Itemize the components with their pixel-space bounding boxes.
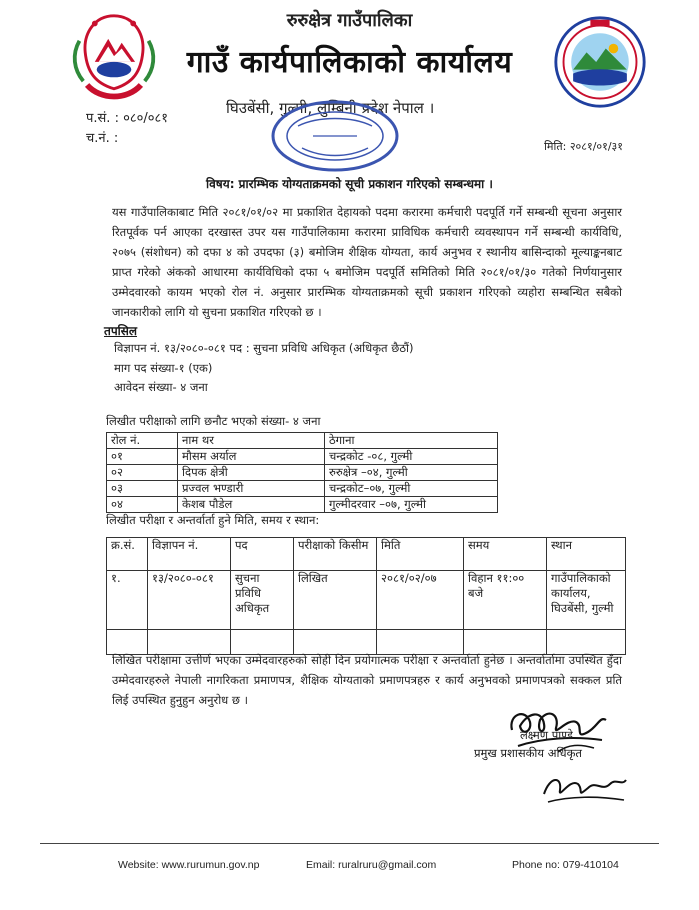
candidate-address: गुल्मीदरवार –०७, गुल्मी <box>325 497 498 513</box>
reference-number: प.सं. : ०८०/०८१ <box>86 111 169 126</box>
roll-number: ०४ <box>107 497 178 513</box>
candidates-caption: लिखीत परीक्षाको लागि छनौट भएको संख्या- ४ जना <box>106 414 321 428</box>
table-row <box>107 497 498 513</box>
second-signature-mark <box>536 766 632 808</box>
exam-date: २०८१/०२/०७ <box>377 571 464 630</box>
column-header: विज्ञापन नं. <box>148 538 231 571</box>
municipality-name: रुरुक्षेत्र गाउँपालिका <box>286 10 413 31</box>
candidate-address: चन्द्रकोट–०७, गुल्मी <box>325 481 498 497</box>
exam-type: लिखित <box>294 571 377 630</box>
footer-email: Email: ruralruru@gmail.com <box>306 859 437 871</box>
serial-number: १. <box>107 571 148 630</box>
candidate-name: प्रज्वल भण्डारी <box>178 481 325 497</box>
table-row <box>107 571 626 630</box>
roll-number: ०२ <box>107 465 178 481</box>
advertisement-line: विज्ञापन नं. १३/२०८०-०८१ पद : सुचना प्रविधि अधिकृत (अधिकृत छैठौं) <box>114 341 414 355</box>
column-header: समय <box>464 538 547 571</box>
exam-schedule-table <box>106 537 626 655</box>
candidate-name: मौसम अर्याल <box>178 449 325 465</box>
column-header: क्र.सं. <box>107 538 148 571</box>
table-header-row <box>107 433 498 449</box>
column-header: रोल नं. <box>107 433 178 449</box>
office-stamp <box>268 96 402 176</box>
footer-website: Website: www.rurumun.gov.np <box>118 859 260 871</box>
column-header: ठेगाना <box>325 433 498 449</box>
candidates-table <box>106 432 498 513</box>
footer-phone: Phone no: 079-410104 <box>512 859 619 871</box>
exam-venue: गाउँपालिकाको कार्यालय, घिउबेंसी, गुल्मी <box>547 571 626 630</box>
closing-paragraph: लिखित परीक्षामा उत्तीर्ण भएका उम्मेदवारहरुको सोही दिन प्रयोगात्मक परीक्षा र अन्तर्वार्ता हुनेछ । अन्तर्वार्तामा उपस्थित हुँदा उम्मेदवारहरुले नेपाली नागरिकता प्रमाणपत्र, शैक्षिक योग्यताको प्रमाणपत्रहरु र कार्य अनुभवको प्रमाणपत्रको सक्कल प्रति लिई उपस्थित हुनुहुन अनुरोध छ । <box>112 653 622 707</box>
column-header: मिति <box>377 538 464 571</box>
demand-count-line: माग पद संख्या-१ (एक) <box>114 361 213 375</box>
details-heading: तपसिल <box>104 324 138 338</box>
exam-time: विहान ११:०० बजे <box>464 571 547 630</box>
advertisement-number: १३/२०८०-०८१ <box>148 571 231 630</box>
candidate-name: केशब पौडेल <box>178 497 325 513</box>
office-address: घिउबेंसी, गुल्मी, लुम्बिनी प्रदेश नेपाल । <box>226 99 435 117</box>
applicants-count-line: आवेदन संख्या- ४ जना <box>114 380 208 394</box>
roll-number: ०१ <box>107 449 178 465</box>
exam-schedule-caption: लिखीत परीक्षा र अन्तर्वार्ता हुने मिति, समय र स्थान: <box>106 513 320 527</box>
candidate-name: दिपक क्षेत्री <box>178 465 325 481</box>
candidate-address: रुरुक्षेत्र –०४, गुल्मी <box>325 465 498 481</box>
table-row <box>107 465 498 481</box>
column-header: नाम थर <box>178 433 325 449</box>
notice-body-paragraph: यस गाउँपालिकाबाट मिति २०८१/०१/०२ मा प्रकाशित देहायको पदमा करारमा कर्मचारी पदपूर्ति गर्ने सम्बन्धी सूचना अनुसार रितपूर्वक पर्न आएका दरखास्त उपर यस गाउँपालिकामा करारमा प्राविधिक कर्मचारी व्यवस्थापन गर्ने सम्बन्धी कार्यविधि, २०७५ (संशोधन) को दफा ४ को उपदफा (३) बमोजिम शैक्षिक योग्यता, कार्य अनुभव र स्थानीय बासिन्दाको मूल्याङ्कनबाट प्राप्त गरेको अंकको आधारमा कार्यविधिको दफा ५ बमोजिम पदपूर्ति समितिको मिति २०८१/०१/३० गतेको निर्णयानुसार उम्मेदवारको कायम भएको रोल नं. अनुसार प्रारम्भिक योग्यताक्रमको सूची प्रकाशन गरिएको व्यहोरा सम्बन्धित सबैको जानकारीको लागि यो सुचना प्रकाशित गरिएको छ । <box>112 205 622 319</box>
column-header: परीक्षाको किसीम <box>294 538 377 571</box>
signatory-name: लक्ष्मण पाण्डे <box>520 728 573 742</box>
column-header: स्थान <box>547 538 626 571</box>
table-row <box>107 449 498 465</box>
table-header-row <box>107 538 626 571</box>
candidate-address: चन्द्रकोट -०८, गुल्मी <box>325 449 498 465</box>
table-row <box>107 481 498 497</box>
letter-date: मिति: २०८१/०१/३१ <box>544 140 623 153</box>
post-name: सुचना प्रविधि अधिकृत <box>231 571 294 630</box>
footer-divider <box>40 843 659 844</box>
column-header: पद <box>231 538 294 571</box>
roll-number: ०३ <box>107 481 178 497</box>
signatory-title: प्रमुख प्रशासकीय अधिकृत <box>474 746 582 760</box>
subject-line: विषय: प्रारम्भिक योग्यताक्रमको सूची प्रकाशन गरिएको सम्बन्धमा । <box>206 177 493 191</box>
dispatch-number: च.नं. : <box>86 131 119 146</box>
office-title: गाउँ कार्यपालिकाको कार्यालय <box>186 45 513 80</box>
